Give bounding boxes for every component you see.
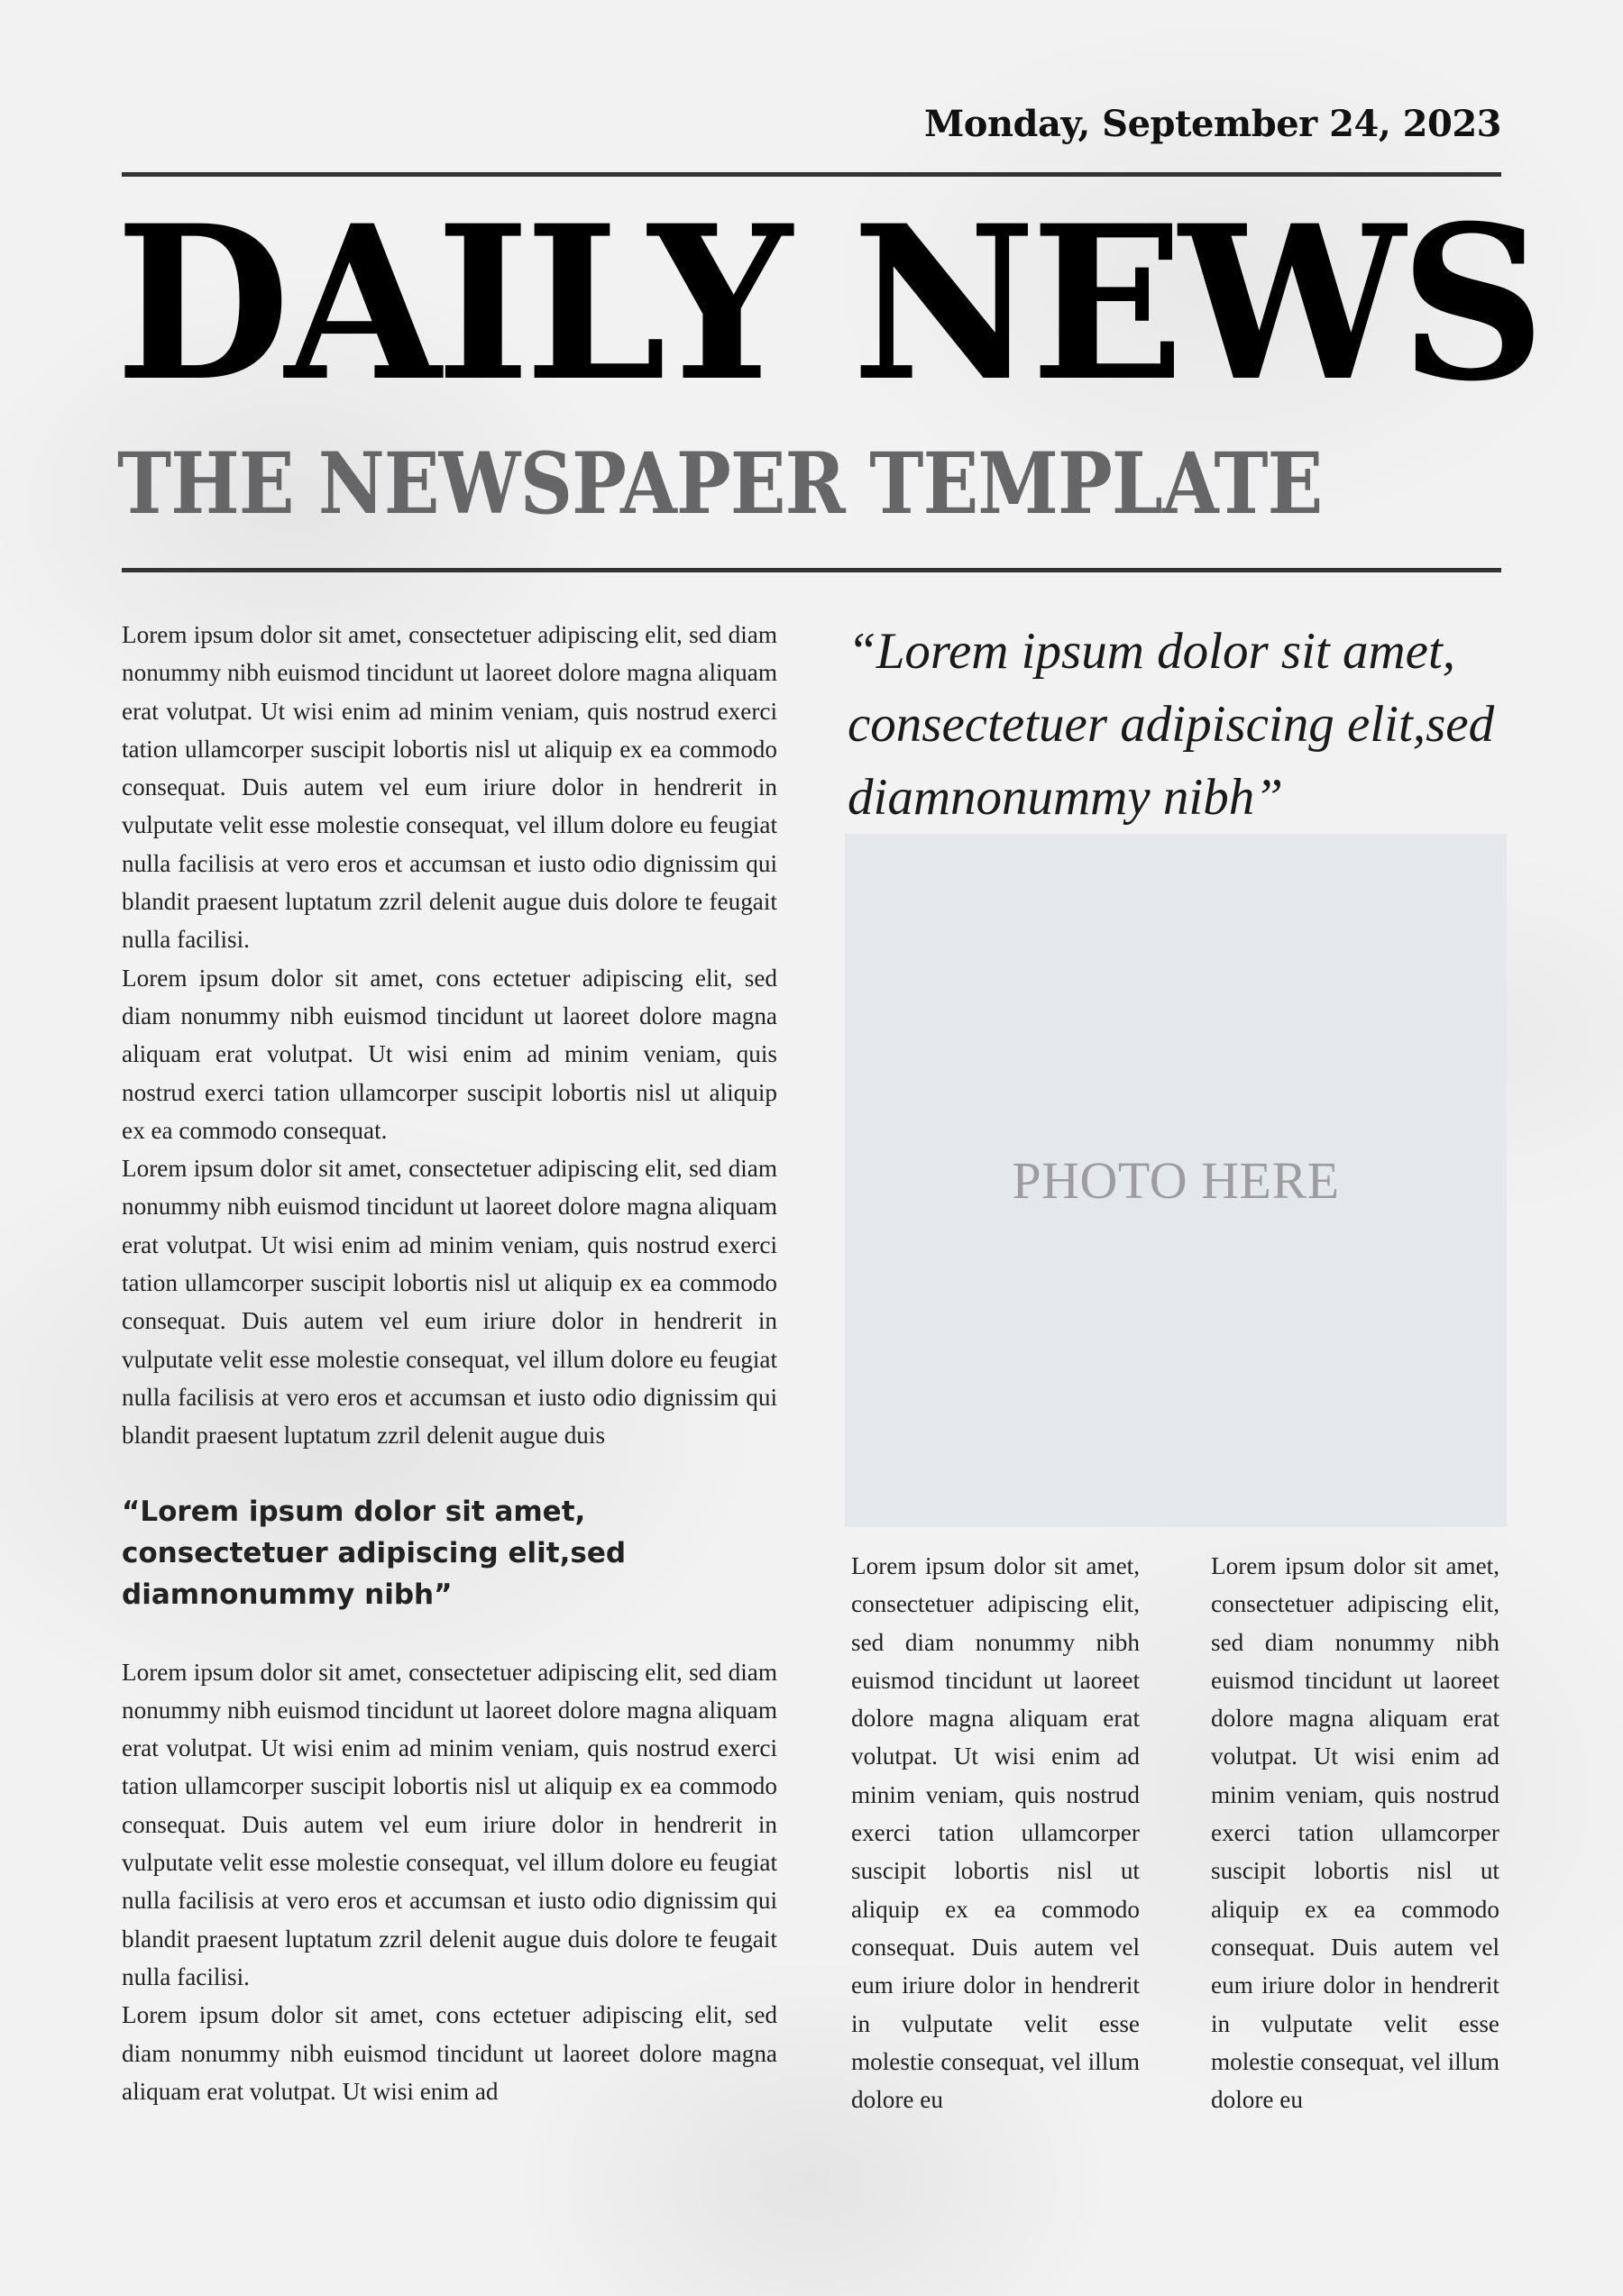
left-article-column xyxy=(122,616,777,2110)
masthead-subtitle: THE NEWSPAPER TEMPLATE xyxy=(117,435,1323,534)
photo-placeholder xyxy=(845,834,1507,1527)
masthead-title: DAILY NEWS xyxy=(115,179,1541,428)
bottom-divider xyxy=(122,568,1501,572)
article-paragraph: Lorem ipsum dolor sit amet, consectetuer adipiscing elit, sed diam nonummy nibh euismod tincidunt ut laoreet dolore magna aliquam erat volutpat. Ut wisi enim ad minim veniam, quis nostrud exerci tation ullamcorper suscipit lobortis nisl ut aliquip ex ea commodo consequat. Duis autem vel eum iriure dolor in hendrerit in vulputate velit esse molestie consequat, vel illum dolore eu feugiat nulla facilisis at vero eros et accumsan et iusto odio dignissim qui blandit praesent luptatum zzril delenit augue duis dolore te feugait nulla facilisi. xyxy=(122,621,777,954)
top-divider xyxy=(122,172,1501,177)
article-paragraph: Lorem ipsum dolor sit amet, consectetuer adipiscing elit, sed diam nonummy nibh euismod tincidunt ut laoreet dolore magna aliquam erat volutpat. Ut wisi enim ad minim veniam, quis nostrud exerci tation ullamcorper suscipit lobortis nisl ut aliquip ex ea commodo consequat. Duis autem vel eum iriure dolor in hendrerit in vulputate velit esse molestie consequat, vel illum dolore eu xyxy=(1211,1552,1499,2114)
photo-placeholder-label: PHOTO HERE xyxy=(1012,1151,1340,1210)
article-paragraph: Lorem ipsum dolor sit amet, cons ectetuer adipiscing elit, sed diam nonummy nibh euismod tincidunt ut laoreet dolore magna aliquam erat volutpat. Ut wisi enim ad minim veniam, quis nostrud exerci tation ullamcorper suscipit lobortis nisl ut aliquip ex ea commodo consequat. xyxy=(122,964,777,1144)
article-paragraph: Lorem ipsum dolor sit amet, cons ectetuer adipiscing elit, sed diam nonummy nibh euismod tincidunt ut laoreet dolore magna aliquam erat volutpat. Ut wisi enim ad xyxy=(122,2001,777,2105)
narrow-column-right xyxy=(1211,1547,1499,2118)
article-paragraph: Lorem ipsum dolor sit amet, consectetuer adipiscing elit, sed diam nonummy nibh euismod tincidunt ut laoreet dolore magna aliquam erat volutpat. Ut wisi enim ad minim veniam, quis nostrud exerci tation ullamcorper suscipit lobortis nisl ut aliquip ex ea commodo consequat. Duis autem vel eum iriure dolor in hendrerit in vulputate velit esse molestie consequat, vel illum dolore eu feugiat nulla facilisis at vero eros et accumsan et iusto odio dignissim qui blandit praesent luptatum zzril delenit augue duis dolore te feugait nulla facilisi. xyxy=(122,1658,777,1990)
article-paragraph: Lorem ipsum dolor sit amet, consectetuer adipiscing elit, sed diam nonummy nibh euismod tincidunt ut laoreet dolore magna aliquam erat volutpat. Ut wisi enim ad minim veniam, quis nostrud exerci tation ullamcorper suscipit lobortis nisl ut aliquip ex ea commodo consequat. Duis autem vel eum iriure dolor in hendrerit in vulputate velit esse molestie consequat, vel illum dolore eu feugiat nulla facilisis at vero eros et accumsan et iusto odio dignissim qui blandit praesent luptatum zzril delenit augue duis xyxy=(122,1155,777,1450)
article-paragraph: Lorem ipsum dolor sit amet, consectetuer adipiscing elit, sed diam nonummy nibh euismod tincidunt ut laoreet dolore magna aliquam erat volutpat. Ut wisi enim ad minim veniam, quis nostrud exerci tation ullamcorper suscipit lobortis nisl ut aliquip ex ea commodo consequat. Duis autem vel eum iriure dolor in hendrerit in vulputate velit esse molestie consequat, vel illum dolore eu xyxy=(851,1552,1140,2114)
issue-date: Monday, September 24, 2023 xyxy=(923,103,1501,145)
narrow-column-left xyxy=(851,1547,1140,2118)
featured-quote: “Lorem ipsum dolor sit amet, consectetuer adipiscing elit,sed diamnonummy nibh” xyxy=(848,623,1495,826)
pull-quote: “Lorem ipsum dolor sit amet, consectetuer adipiscing elit,sed diamnonummy nibh” xyxy=(122,1495,627,1611)
